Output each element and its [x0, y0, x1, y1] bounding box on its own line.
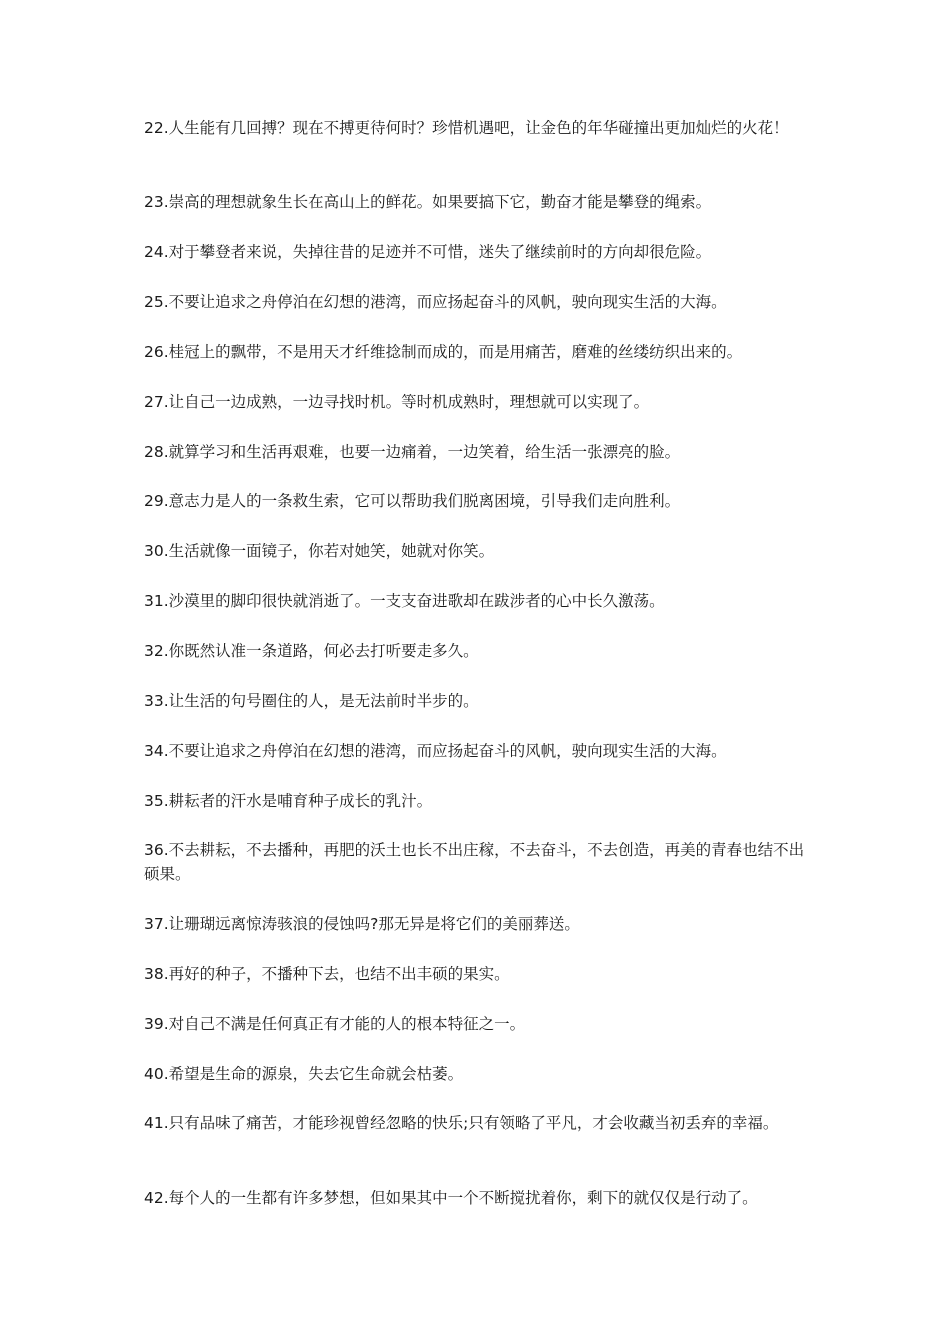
quote-23: 23.崇高的理想就象生长在高山上的鲜花。如果要搞下它，勤奋才能是攀登的绳索。 — [144, 193, 712, 211]
quote-33: 33.让生活的句号圈住的人，是无法前时半步的。 — [144, 692, 479, 710]
quote-42: 42.每个人的一生都有许多梦想，但如果其中一个不断搅扰着你，剩下的就仅仅是行动了。 — [144, 1189, 758, 1207]
quote-25: 25.不要让追求之舟停泊在幻想的港湾，而应扬起奋斗的风帆，驶向现实生活的大海。 — [144, 293, 727, 311]
quote-32: 32.你既然认准一条道路，何必去打听要走多久。 — [144, 642, 479, 660]
quote-31: 31.沙漠里的脚印很快就消逝了。一支支奋进歌却在跋涉者的心中长久激荡。 — [144, 592, 665, 610]
quote-22: 22.人生能有几回搏？现在不搏更待何时？珍惜机遇吧，让金色的年华碰撞出更加灿烂的火花！ — [144, 119, 789, 137]
quote-35: 35.耕耘者的汗水是哺育种子成长的乳汁。 — [144, 792, 433, 810]
quote-37: 37.让珊瑚远离惊涛骇浪的侵蚀吗?那无异是将它们的美丽葬送。 — [144, 915, 580, 933]
quote-38: 38.再好的种子，不播种下去，也结不出丰硕的果实。 — [144, 965, 510, 983]
quote-24: 24.对于攀登者来说，失掉往昔的足迹并不可惜，迷失了继续前时的方向却很危险。 — [144, 243, 712, 261]
quote-40: 40.希望是生命的源泉，失去它生命就会枯萎。 — [144, 1065, 464, 1083]
quote-41: 41.只有品味了痛苦，才能珍视曾经忽略的快乐;只有领略了平凡，才会收藏当初丢弃的幸福。 — [144, 1114, 779, 1132]
quote-27: 27.让自己一边成熟，一边寻找时机。等时机成熟时，理想就可以实现了。 — [144, 393, 650, 411]
quote-36: 36.不去耕耘，不去播种，再肥的沃土也长不出庄稼，不去奋斗，不去创造，再美的青春也结不出硕果。 — [144, 841, 805, 883]
quote-28: 28.就算学习和生活再艰难，也要一边痛着，一边笑着，给生活一张漂亮的脸。 — [144, 443, 681, 461]
quote-26: 26.桂冠上的飘带，不是用天才纤维捻制而成的，而是用痛苦，磨难的丝缕纺织出来的。 — [144, 343, 743, 361]
quote-39: 39.对自己不满是任何真正有才能的人的根本特征之一。 — [144, 1015, 526, 1033]
quote-29: 29.意志力是人的一条救生索，它可以帮助我们脱离困境，引导我们走向胜利。 — [144, 492, 681, 510]
quote-34: 34.不要让追求之舟停泊在幻想的港湾，而应扬起奋斗的风帆，驶向现实生活的大海。 — [144, 742, 727, 760]
quote-30: 30.生活就像一面镜子，你若对她笑，她就对你笑。 — [144, 542, 495, 560]
